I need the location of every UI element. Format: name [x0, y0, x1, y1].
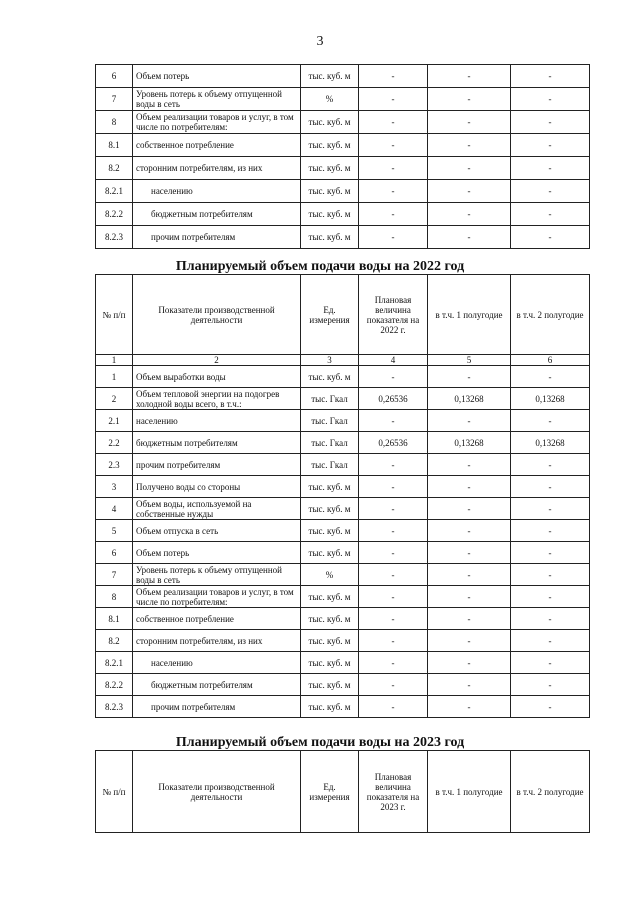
header-plan: Плановая величина показателя на 2022 г.: [359, 275, 428, 355]
cell-h2: -: [511, 696, 590, 718]
cell-name: собственное потребление: [133, 134, 301, 157]
cell-h1: -: [428, 226, 511, 249]
cell-name: сторонним потребителям, из них: [133, 630, 301, 652]
cell-plan: -: [359, 111, 428, 134]
cell-unit: тыс. куб. м: [301, 134, 359, 157]
cell-h1: -: [428, 134, 511, 157]
cell-unit: тыс. куб. м: [301, 586, 359, 608]
cell-unit: тыс. Гкал: [301, 388, 359, 410]
cell-unit: тыс. куб. м: [301, 498, 359, 520]
header-h2: в т.ч. 2 полугодие: [511, 751, 590, 833]
cell-plan: -: [359, 630, 428, 652]
table-2023: [95, 750, 590, 833]
table-row: [96, 564, 590, 586]
cell-name: Объем потерь: [133, 65, 301, 88]
title-2023: Планируемый объем подачи воды на 2023 год: [175, 735, 465, 750]
table-row: [96, 366, 590, 388]
col-number: 3: [301, 355, 359, 366]
table-row: [96, 157, 590, 180]
cell-h2: 0,13268: [511, 388, 590, 410]
cell-h2: -: [511, 630, 590, 652]
cell-name: прочим потребителям: [133, 226, 301, 249]
table-row: [96, 180, 590, 203]
cell-plan: -: [359, 157, 428, 180]
cell-h1: -: [428, 674, 511, 696]
cell-number: 1: [96, 366, 133, 388]
cell-h2: -: [511, 520, 590, 542]
cell-h2: -: [511, 476, 590, 498]
cell-name: бюджетным потребителям: [133, 203, 301, 226]
cell-plan: -: [359, 652, 428, 674]
cell-unit: тыс. куб. м: [301, 608, 359, 630]
cell-h2: -: [511, 586, 590, 608]
cell-h2: -: [511, 111, 590, 134]
cell-plan: -: [359, 366, 428, 388]
col-number: 6: [511, 355, 590, 366]
cell-h2: -: [511, 65, 590, 88]
cell-number: 8.2.2: [96, 203, 133, 226]
cell-h1: -: [428, 498, 511, 520]
cell-plan: -: [359, 696, 428, 718]
cell-number: 3: [96, 476, 133, 498]
cell-number: 8.2.1: [96, 180, 133, 203]
cell-number: 8.1: [96, 608, 133, 630]
cell-number: 8.2: [96, 630, 133, 652]
table-row: [96, 652, 590, 674]
cell-plan: -: [359, 520, 428, 542]
cell-number: 5: [96, 520, 133, 542]
table-row: [96, 586, 590, 608]
header-n: № п/п: [96, 275, 133, 355]
cell-h2: -: [511, 542, 590, 564]
cell-name: Объем выработки воды: [133, 366, 301, 388]
cell-number: 2.2: [96, 432, 133, 454]
cell-name: населению: [133, 410, 301, 432]
cell-number: 8.2: [96, 157, 133, 180]
cell-h1: -: [428, 542, 511, 564]
cell-h1: -: [428, 410, 511, 432]
table-row: [96, 498, 590, 520]
table-row: [96, 432, 590, 454]
cell-h2: -: [511, 564, 590, 586]
cell-name: Объем потерь: [133, 542, 301, 564]
cell-unit: тыс. Гкал: [301, 454, 359, 476]
cell-h2: -: [511, 226, 590, 249]
cell-h1: -: [428, 65, 511, 88]
cell-h2: -: [511, 498, 590, 520]
cell-number: 2: [96, 388, 133, 410]
cell-number: 7: [96, 564, 133, 586]
cell-h1: -: [428, 476, 511, 498]
cell-plan: -: [359, 65, 428, 88]
table-row: [96, 410, 590, 432]
header-h2: в т.ч. 2 полугодие: [511, 275, 590, 355]
cell-h1: -: [428, 157, 511, 180]
cell-number: 8.2.2: [96, 674, 133, 696]
table-row: [96, 674, 590, 696]
header-h1: в т.ч. 1 полугодие: [428, 275, 511, 355]
cell-h2: -: [511, 180, 590, 203]
cell-unit: тыс. куб. м: [301, 203, 359, 226]
cell-unit: тыс. куб. м: [301, 696, 359, 718]
cell-number: 8.2.3: [96, 696, 133, 718]
cell-plan: -: [359, 203, 428, 226]
cell-number: 8.2.3: [96, 226, 133, 249]
table-row: [96, 388, 590, 410]
cell-h1: -: [428, 608, 511, 630]
cell-plan: -: [359, 476, 428, 498]
header-n: № п/п: [96, 751, 133, 833]
cell-plan: 0,26536: [359, 432, 428, 454]
cell-plan: -: [359, 226, 428, 249]
cell-h1: -: [428, 652, 511, 674]
cell-h1: -: [428, 88, 511, 111]
cell-h1: -: [428, 696, 511, 718]
cell-name: населению: [133, 652, 301, 674]
header-name: Показатели производственной деятельности: [133, 751, 301, 833]
cell-plan: 0,26536: [359, 388, 428, 410]
cell-h2: -: [511, 366, 590, 388]
table-row: [96, 696, 590, 718]
cell-plan: -: [359, 498, 428, 520]
table-row: [96, 88, 590, 111]
table-row: [96, 65, 590, 88]
cell-plan: -: [359, 608, 428, 630]
table-row: [96, 226, 590, 249]
cell-name: Уровень потерь к объему отпущенной воды в сеть: [133, 564, 301, 586]
cell-plan: -: [359, 564, 428, 586]
cell-name: Объем тепловой энергии на подогрев холодной воды всего, в т.ч.:: [133, 388, 301, 410]
cell-unit: тыс. куб. м: [301, 226, 359, 249]
header-name: Показатели производственной деятельности: [133, 275, 301, 355]
cell-unit: тыс. куб. м: [301, 111, 359, 134]
cell-h1: -: [428, 520, 511, 542]
cell-h2: -: [511, 674, 590, 696]
cell-number: 4: [96, 498, 133, 520]
cell-unit: тыс. куб. м: [301, 542, 359, 564]
header-unit: Ед. измерения: [301, 275, 359, 355]
cell-unit: тыс. куб. м: [301, 520, 359, 542]
cell-name: прочим потребителям: [133, 696, 301, 718]
page-number: 3: [316, 34, 324, 49]
cell-h1: -: [428, 203, 511, 226]
cell-name: бюджетным потребителям: [133, 674, 301, 696]
table-row: [96, 542, 590, 564]
cell-h2: -: [511, 454, 590, 476]
cell-number: 8.2.1: [96, 652, 133, 674]
cell-number: 7: [96, 88, 133, 111]
cell-unit: тыс. Гкал: [301, 432, 359, 454]
cell-name: сторонним потребителям, из них: [133, 157, 301, 180]
cell-h1: 0,13268: [428, 388, 511, 410]
header-unit: Ед. измерения: [301, 751, 359, 833]
cell-h2: -: [511, 410, 590, 432]
cell-number: 8.1: [96, 134, 133, 157]
cell-name: Объем воды, используемой на собственные нужды: [133, 498, 301, 520]
cell-name: Объем отпуска в сеть: [133, 520, 301, 542]
header-plan: Плановая величина показателя на 2023 г.: [359, 751, 428, 833]
table-2022: [95, 274, 590, 718]
cell-h2: -: [511, 203, 590, 226]
cell-plan: -: [359, 674, 428, 696]
table-row: [96, 608, 590, 630]
col-number: 1: [96, 355, 133, 366]
col-number: 4: [359, 355, 428, 366]
cell-h1: -: [428, 454, 511, 476]
cell-h1: -: [428, 630, 511, 652]
table-row: [96, 630, 590, 652]
cell-number: 2.3: [96, 454, 133, 476]
cell-plan: -: [359, 586, 428, 608]
cell-unit: тыс. куб. м: [301, 476, 359, 498]
table-row: [96, 203, 590, 226]
cell-plan: -: [359, 542, 428, 564]
cell-unit: тыс. куб. м: [301, 674, 359, 696]
table-row: [96, 134, 590, 157]
cell-unit: тыс. куб. м: [301, 157, 359, 180]
cell-plan: -: [359, 88, 428, 111]
cell-unit: тыс. куб. м: [301, 366, 359, 388]
col-number: 2: [133, 355, 301, 366]
col-number: 5: [428, 355, 511, 366]
cell-number: 8: [96, 586, 133, 608]
cell-name: прочим потребителям: [133, 454, 301, 476]
header-h1: в т.ч. 1 полугодие: [428, 751, 511, 833]
cell-unit: тыс. куб. м: [301, 630, 359, 652]
cell-h2: 0,13268: [511, 432, 590, 454]
cell-unit: тыс. куб. м: [301, 65, 359, 88]
cell-h2: -: [511, 157, 590, 180]
cell-h1: -: [428, 366, 511, 388]
cell-h1: -: [428, 180, 511, 203]
cell-unit: %: [301, 88, 359, 111]
cell-unit: тыс. куб. м: [301, 652, 359, 674]
cell-unit: тыс. Гкал: [301, 410, 359, 432]
cell-plan: -: [359, 410, 428, 432]
cell-number: 2.1: [96, 410, 133, 432]
cell-h1: -: [428, 586, 511, 608]
cell-name: Уровень потерь к объему отпущенной воды в сеть: [133, 88, 301, 111]
cell-name: Получено воды со стороны: [133, 476, 301, 498]
cell-name: Объем реализации товаров и услуг, в том числе по потребителям:: [133, 586, 301, 608]
table-row: [96, 111, 590, 134]
table-row: [96, 454, 590, 476]
cell-number: 8: [96, 111, 133, 134]
cell-h2: -: [511, 88, 590, 111]
cell-unit: тыс. куб. м: [301, 180, 359, 203]
cell-h2: -: [511, 652, 590, 674]
cell-name: собственное потребление: [133, 608, 301, 630]
cell-name: Объем реализации товаров и услуг, в том числе по потребителям:: [133, 111, 301, 134]
cell-h1: 0,13268: [428, 432, 511, 454]
table-continuation: [95, 64, 590, 249]
cell-plan: -: [359, 134, 428, 157]
table-row: [96, 476, 590, 498]
cell-number: 6: [96, 542, 133, 564]
cell-unit: %: [301, 564, 359, 586]
table-row: [96, 520, 590, 542]
cell-h1: -: [428, 111, 511, 134]
cell-plan: -: [359, 180, 428, 203]
cell-name: населению: [133, 180, 301, 203]
cell-h2: -: [511, 608, 590, 630]
cell-name: бюджетным потребителям: [133, 432, 301, 454]
cell-h1: -: [428, 564, 511, 586]
cell-h2: -: [511, 134, 590, 157]
cell-number: 6: [96, 65, 133, 88]
cell-plan: -: [359, 454, 428, 476]
title-2022: Планируемый объем подачи воды на 2022 год: [175, 259, 465, 274]
